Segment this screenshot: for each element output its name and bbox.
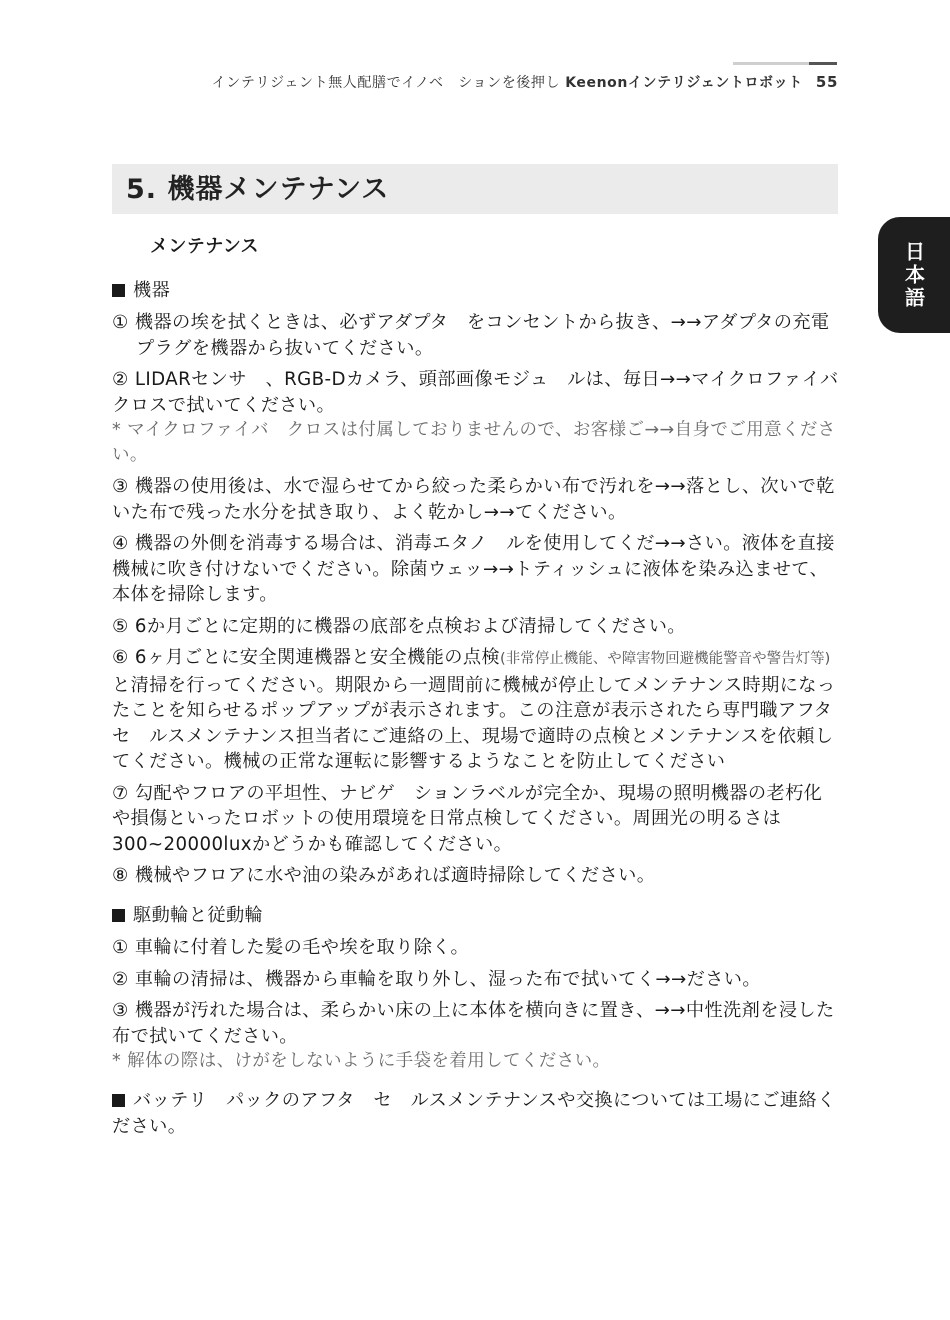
category-heading-equipment <box>112 278 840 304</box>
square-bullet-icon <box>112 1094 125 1107</box>
equipment-item-1: ① 機器の埃を拭くときは、必ずアダプタ をコンセントから抜き、→→アダプタの充電プラグを機器から抜いてください。 <box>112 312 830 359</box>
wheels-item-2: ② 車輪の清掃は、機器から車輪を取り外し、湿った布で拭いてく→→ださい。 <box>112 968 761 990</box>
equipment-item-6-parenthetical: (非常停止機能、や障害物回避機能警音や警告灯等) <box>500 651 831 667</box>
equipment-item-6-lead: ⑥ 6ヶ月ごとに安全関連機器と安全機能の点検 <box>112 647 501 668</box>
wheels-note-3: * 解体の際は、けがをしないように手袋を着用してください。 <box>112 1051 611 1071</box>
language-tab <box>878 217 950 333</box>
equipment-item-5: ⑤ 6か月ごとに定期的に機器の底部を点検および清掃してください。 <box>112 615 686 637</box>
section-title-band <box>112 164 838 214</box>
page-number: 55 <box>815 73 838 91</box>
wheels-item-3: ③ 機器が汚れた場合は、柔らかい床の上に本体を横向きに置き、→→中性洗剤を浸した布で拭いてください。 <box>112 1000 835 1047</box>
header-running-text: インテリジェント無人配膳でイノベ ションを後押し <box>211 75 561 91</box>
section-subtitle: メンテナンス <box>150 236 259 257</box>
category-label: 機器 <box>133 279 171 301</box>
equipment-item-3: ③ 機器の使用後は、水で湿らせてから絞った柔らかい布で汚れを→→落とし、次いで乾いた布で残った水分を拭き取り、よく乾かし→→てください。 <box>112 476 835 523</box>
category-label: 駆動輪と従動輪 <box>133 904 264 926</box>
running-header <box>180 72 838 92</box>
square-bullet-icon <box>112 284 125 297</box>
equipment-item-6 <box>112 645 851 775</box>
language-tab-label: 日本語 <box>901 240 926 310</box>
category-heading-wheels <box>112 903 840 929</box>
equipment-item-8: ⑧ 機械やフロアに水や油の染みがあれば適時掃除してください。 <box>112 865 656 886</box>
battery-text: バッテリ パックのアフタ セ ルスメンテナンスや交換については工場にご連絡ください。 <box>112 1090 836 1137</box>
wheels-item-1: ① 車輪に付着した髪の毛や埃を取り除く。 <box>112 937 470 958</box>
page-content <box>112 230 858 1146</box>
equipment-item-7: ⑦ 勾配やフロアの平坦性、ナビゲ ションラベルが完全か、現場の照明機器の老朽化や損傷といったロボットの使用環境を日常点検してください。周囲光の明るさは300~20000luxかどうかも確認してください。 <box>112 782 823 855</box>
equipment-item-2: ② LIDARセンサ 、RGB-Dカメラ、頭部画像モジュ ルは、毎日→→マイクロファイバ クロスで拭いてください。 <box>112 369 858 416</box>
square-bullet-icon <box>112 909 125 922</box>
header-brand: Keenonインテリジェントロボット <box>565 75 803 91</box>
equipment-item-4: ④ 機器の外側を消毒する場合は、消毒エタノ ルを使用してくだ→→さい。液体を直接機械に吹き付けないでください。除菌ウェッ→→トティッシュに液体を染み込ませて、本体を掃除します。 <box>112 533 835 605</box>
equipment-note-2: * マイクロファイバ クロスは付属しておりませんので、お客様ご→→自身でご用意ください。 <box>112 420 836 465</box>
battery-paragraph <box>112 1088 840 1139</box>
equipment-item-6-rest: と清掃を行ってください。期限から一週間前に機械が停止してメンテナンス時期になったことを知らせるポップアップが表示されます。この注意が表示されたら専門職アフタ セ ルスメンテナンス担当者にご連絡の上、現場で適時の点検とメンテナンスを依頼してください。機械の正常な運転に影響するようなことを防止してください <box>112 674 851 772</box>
header-rule <box>733 62 837 65</box>
section-title: 5. 機器メンテナンス <box>126 174 390 205</box>
